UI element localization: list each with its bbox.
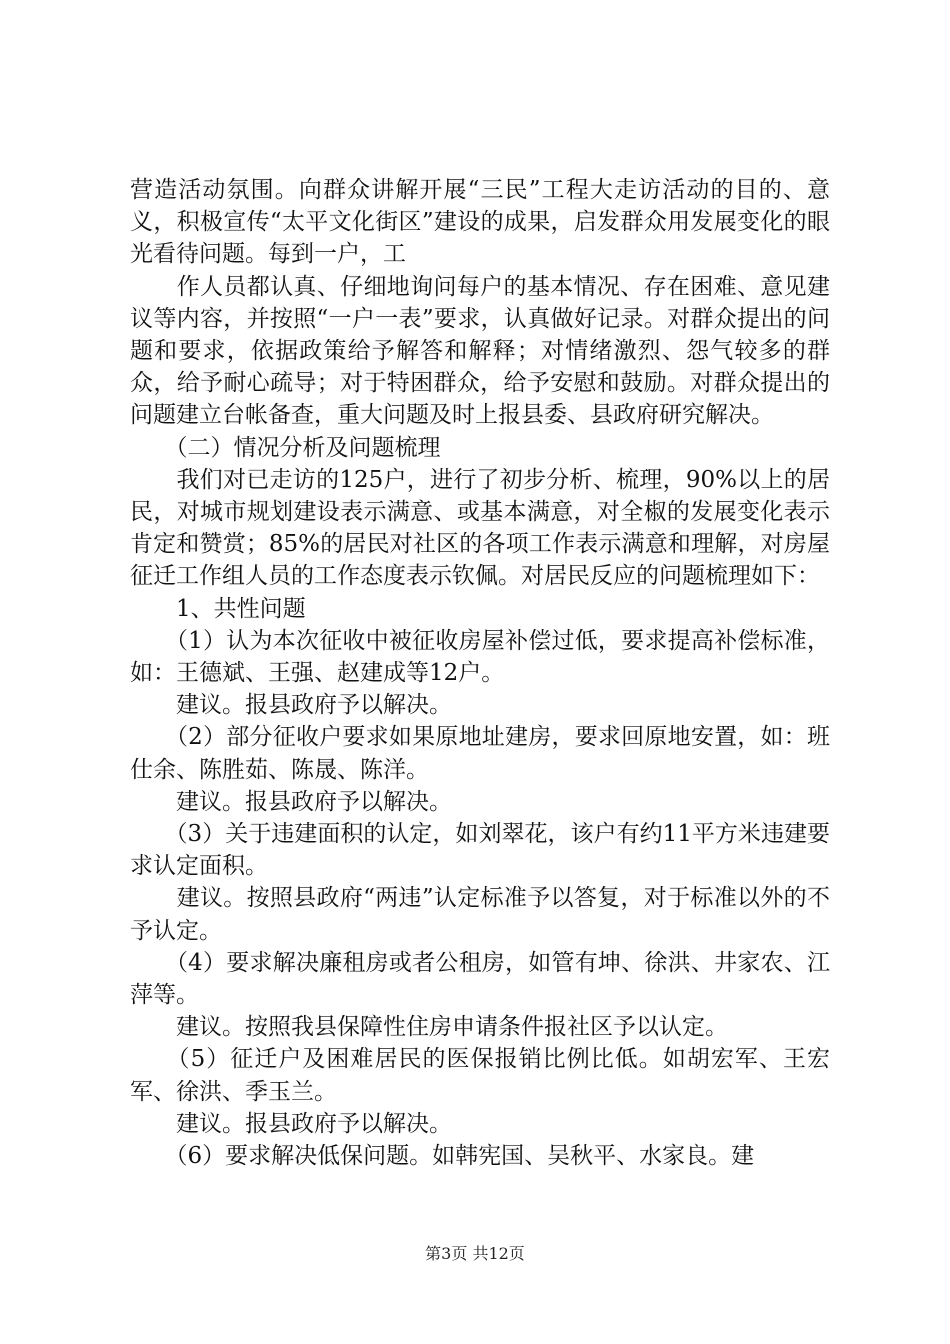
suggestion-4: 建议。按照我县保障性住房申请条件报社区予以认定。 xyxy=(130,1014,728,1041)
paragraph-1: 营造活动氛围。向群众讲解开展“三民”工程大走访活动的目的、意义，积极宣传“太平文化街区”建设的成果，启发群众用发展变化的眼光看待问题。每到一户，工 xyxy=(130,177,830,268)
suggestion-1: 建议。报县政府予以解决。 xyxy=(130,692,452,719)
issue-6: （6）要求解决低保问题。如韩宪国、吴秋平、水家良。建 xyxy=(130,1143,755,1170)
suggestion-3: 建议。按照县政府“两违”认定标准予以答复，对于标准以外的不予认定。 xyxy=(130,885,830,944)
issue-4: （4）要求解决廉租房或者公租房，如管有坤、徐洪、井家农、江萍等。 xyxy=(130,949,830,1009)
section-heading: （二）情况分析及问题梳理 xyxy=(130,434,441,461)
issue-1: （1）认为本次征收中被征收房屋补偿过低，要求提高补偿标准，如：王德斌、王强、赵建成等12户。 xyxy=(130,627,830,687)
document-body xyxy=(130,174,830,1172)
subsection-heading: 1、共性问题 xyxy=(130,595,306,622)
page-number: 第3页 共12页 xyxy=(425,1244,525,1263)
paragraph-3: 我们对已走访的125户，进行了初步分析、梳理，90%以上的居民，对城市规划建设表示满意、或基本满意，对全椒的发展变化表示肯定和赞赏；85%的居民对社区的各项工作表示满意和理解，对房屋征迁工作组人员的工作态度表示钦佩。对居民反应的问题梳理如下： xyxy=(130,466,830,590)
issue-3: （3）关于违建面积的认定，如刘翠花，该户有约11平方米违建要求认定面积。 xyxy=(130,821,830,880)
page-footer xyxy=(0,1244,950,1264)
issue-5: （5）征迁户及困难居民的医保报销比例比低。如胡宏军、王宏军、徐洪、季玉兰。 xyxy=(130,1046,830,1105)
issue-2: （2）部分征收户要求如果原地址建房，要求回原地安置，如：班仕余、陈胜茹、陈晟、陈洋。 xyxy=(130,724,830,783)
suggestion-2: 建议。报县政府予以解决。 xyxy=(130,788,452,815)
suggestion-5: 建议。报县政府予以解决。 xyxy=(130,1110,452,1137)
paragraph-2: 作人员都认真、仔细地询问每户的基本情况、存在困难、意见建议等内容，并按照“一户一表”要求，认真做好记录。对群众提出的问题和要求，依据政策给予解答和解释；对情绪激烈、怨气较多的群众，给予耐心疏导；对于特困群众，给予安慰和鼓励。对群众提出的问题建立台帐备查，重大问题及时上报县委、县政府研究解决。 xyxy=(130,273,830,429)
